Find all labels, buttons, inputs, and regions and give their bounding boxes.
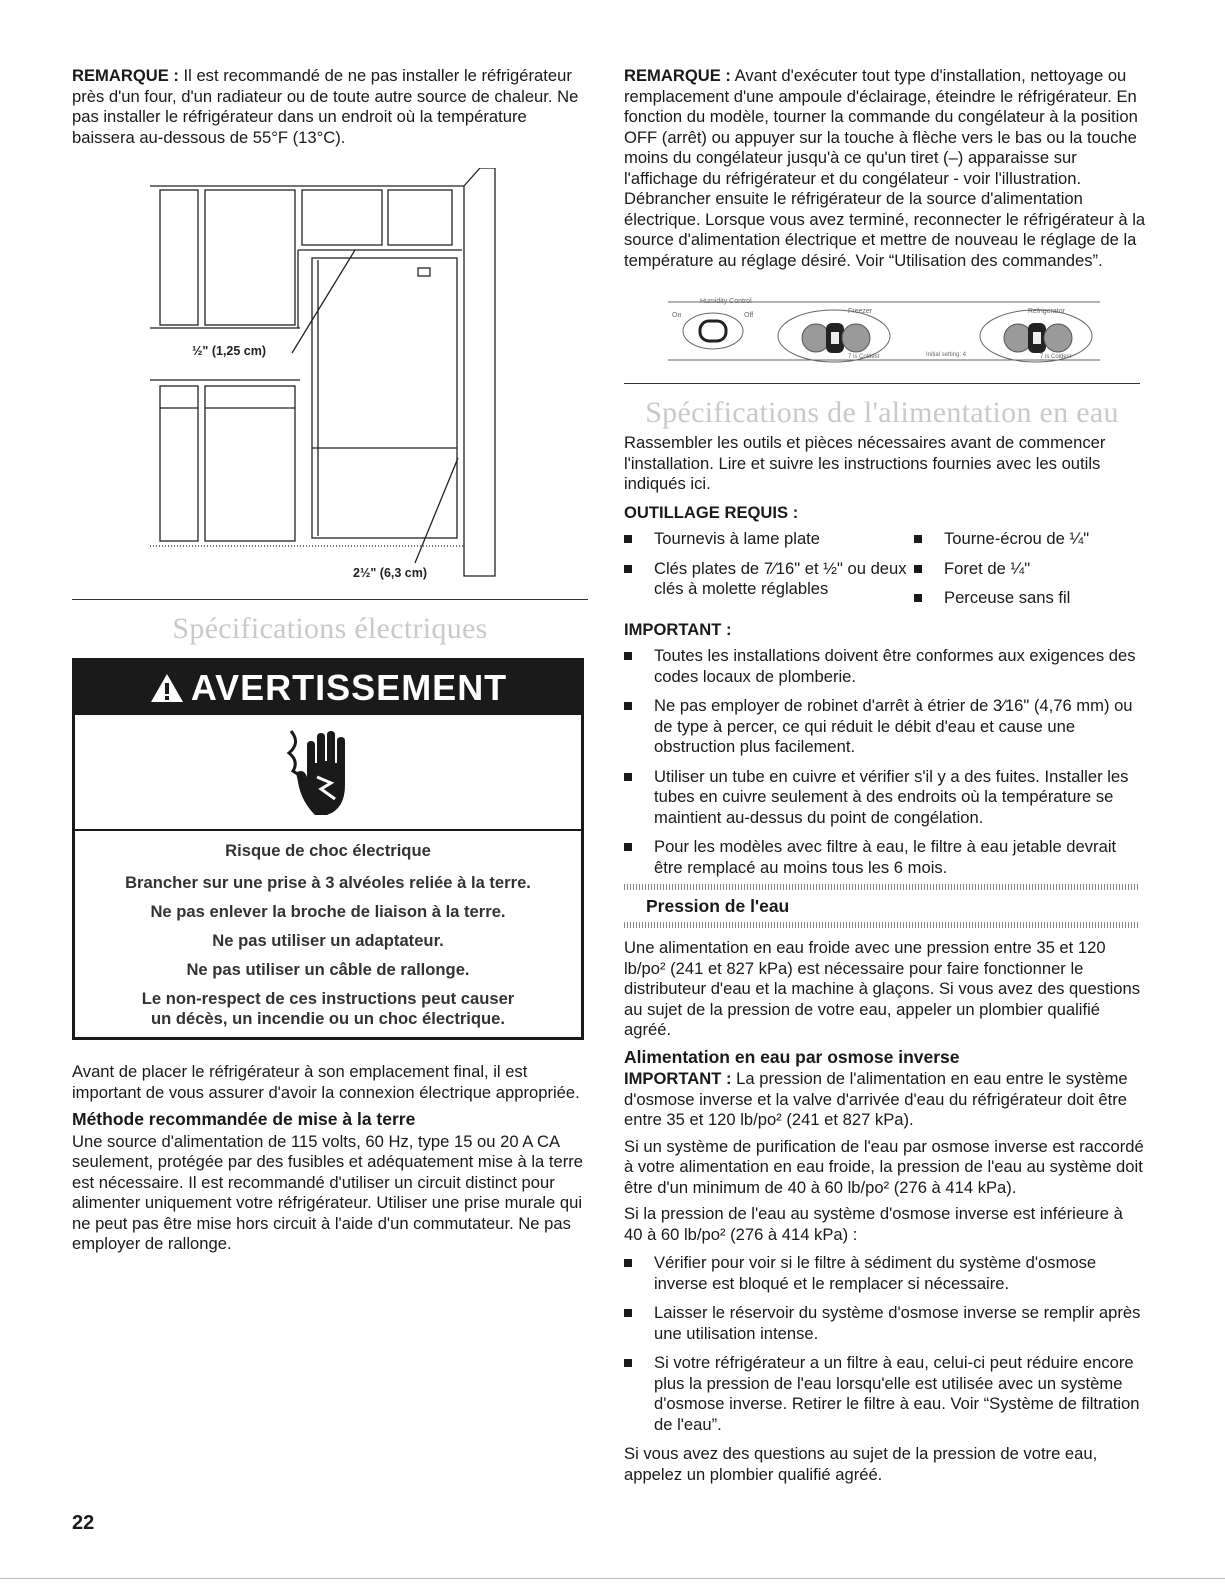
- pressure-top-hatch: [624, 884, 1140, 890]
- humidity-off-label: Off: [744, 312, 754, 319]
- ro-item: Laisser le réservoir du système d'osmose inverse se remplir après une utilisation intense.: [624, 1303, 1144, 1344]
- clearance-bottom-label: 2½" (6,3 cm): [353, 566, 428, 580]
- upper-cabinet-left: [160, 190, 198, 325]
- electrical-specs-title: Spécifications électriques: [172, 612, 488, 645]
- upper-cabinet-above-fridge-2: [388, 190, 452, 245]
- page-bottom-rule: [0, 1578, 1225, 1579]
- electric-shock-hand-icon: [285, 727, 365, 819]
- important-item: Toutes les installations doivent être conformes aux exigences des codes locaux de plomberie.: [624, 646, 1144, 687]
- ro-important-paragraph: [624, 1069, 1144, 1131]
- tool-item: Foret de ¼": [914, 559, 1134, 580]
- control-panel-illustration: [668, 296, 1100, 368]
- important-item: Ne pas employer de robinet d'arrêt à étrier de 3⁄16" (4,76 mm) ou de type à percer, ce qui réduit le débit d'eau et cause une obstruction plus facilement.: [624, 696, 1144, 758]
- right-column: [624, 66, 1148, 271]
- left-section-rule: [72, 599, 588, 600]
- tool-item: Clés plates de 7⁄16" et ½" ou deux clés à molette réglables: [624, 559, 914, 600]
- left-lower-text: [72, 1062, 584, 1255]
- grounding-method-title: Méthode recommandée de mise à la terre: [72, 1109, 416, 1129]
- refrigerator-clearance-diagram: [150, 168, 510, 588]
- water-pressure-section: [624, 938, 1144, 1485]
- warning-line-4: Ne pas utiliser un adaptateur.: [212, 931, 444, 950]
- water-supply-specs-title: Spécifications de l'alimentation en eau: [645, 396, 1119, 429]
- right-note-label: REMARQUE :: [624, 66, 731, 85]
- lower-cabinet-left: [160, 386, 198, 541]
- refrigerator-coldest-label: 7 is Coldest: [1040, 354, 1072, 360]
- warning-title: AVERTISSEMENT: [190, 667, 508, 708]
- warning-line-2: Brancher sur une prise à 3 alvéoles reliée à la terre.: [125, 873, 531, 892]
- water-pressure-text: Une alimentation en eau froide avec une pression entre 35 et 120 lb/po² (241 et 827 kPa) est nécessaire pour faire fonctionner le distributeur d'eau et la machine à glaçons. Si vous avez des questions au sujet de la pression de votre eau, appeler un plombier qualifié agréé.: [624, 938, 1141, 1039]
- lower-cabinet-right: [205, 386, 295, 541]
- warning-line-5: Ne pas utiliser un câble de rallonge.: [186, 960, 470, 979]
- control-panel-drawing: [668, 296, 1100, 368]
- pressure-bottom-hatch: [624, 922, 1140, 928]
- warning-triangle-icon: [149, 672, 185, 704]
- warning-line-3: Ne pas enlever la broche de liaison à la terre.: [150, 902, 506, 921]
- right-section-rule: [624, 383, 1140, 384]
- warning-header: [75, 661, 581, 715]
- important-item: Utiliser un tube en cuivre et vérifier s'il y a des fuites. Installer les tubes en cuivre seulement à des endroits où la température se maintient au-dessus du point de congélation.: [624, 767, 1144, 829]
- important-title: IMPORTANT :: [624, 619, 732, 639]
- note-text: Il est recommandé de ne pas installer le réfrigérateur près d'un four, d'un radiateur ou de toute autre source de chaleur. Ne pas installer le réfrigérateur dans un endroit où la température baissera au-dessous de 55°F (13°C).: [72, 66, 579, 147]
- tool-item: Tourne-écrou de ¼": [914, 529, 1134, 550]
- left-column: [72, 66, 592, 148]
- tools-list-right: [914, 529, 1134, 618]
- warning-box: [72, 658, 584, 1040]
- tool-item: Tournevis à lame plate: [624, 529, 914, 550]
- refrigerator-body: [312, 258, 457, 538]
- ro-important-text: La pression de l'alimentation en eau entre le système d'osmose inverse et la valve d'arrivée d'eau du réfrigérateur doit être entre 35 et 120 lb/po² (241 et 827 kPa).: [624, 1069, 1128, 1129]
- ro-paragraph-3: Si la pression de l'eau au système d'osmose inverse est inférieure à 40 à 60 lb/po² (276 à 414 kPa) :: [624, 1204, 1123, 1244]
- ro-paragraph-2: Si un système de purification de l'eau par osmose inverse est raccordé à votre alimentation en eau froide, la pression de l'eau au système doit être d'un minimum de 40 à 60 lb/po² (276 à 414 kPa).: [624, 1136, 1144, 1197]
- side-panel: [464, 168, 495, 576]
- ro-list: [624, 1253, 1144, 1435]
- warning-body: [75, 831, 581, 1029]
- reverse-osmosis-title: Alimentation en eau par osmose inverse: [624, 1046, 960, 1067]
- important-item: Pour les modèles avec filtre à eau, le filtre à eau jetable devrait être remplacé au moins tous les 6 mois.: [624, 837, 1144, 878]
- ro-important-label: IMPORTANT :: [624, 1069, 732, 1088]
- installation-note: [72, 66, 592, 148]
- water-supply-intro: Rassembler les outils et pièces nécessaires avant de commencer l'installation. Lire et suivre les instructions fournies avec les outils indiqués ici.: [624, 433, 1106, 493]
- initial-setting-label: Initial setting: 4: [926, 352, 967, 358]
- page-number: 22: [72, 1512, 95, 1534]
- ro-item: Vérifier pour voir si le filtre à sédiment du système d'osmose inverse est bloqué et le remplacer si nécessaire.: [624, 1253, 1144, 1294]
- warning-icon-area: [75, 715, 581, 831]
- important-list: [624, 646, 1144, 878]
- freezer-coldest-label: 7 is Coldest: [848, 354, 880, 360]
- humidity-control-label: Humidity Control: [700, 298, 752, 305]
- ro-closing: Si vous avez des questions au sujet de la pression de votre eau, appelez un plombier qualifié agréé.: [624, 1444, 1098, 1484]
- connection-paragraph: Avant de placer le réfrigérateur à son emplacement final, il est important de vous assurer d'avoir la connexion électrique appropriée.: [72, 1062, 580, 1102]
- upper-cabinet-above-fridge-1: [302, 190, 382, 245]
- tool-item: Perceuse sans fil: [914, 588, 1134, 609]
- water-supply-section: [624, 433, 1144, 887]
- power-off-note: [624, 66, 1148, 271]
- ro-item: Si votre réfrigérateur a un filtre à eau, celui-ci peut réduire encore plus la pression de l'eau lorsqu'elle est utilisée avec un système d'osmose inverse. Retirer le filtre à eau. Voir “Système de filtration de l'eau”.: [624, 1353, 1144, 1435]
- warning-line-7: un décès, un incendie ou un choc électrique.: [150, 1009, 506, 1028]
- tools-list: [624, 529, 1144, 618]
- refrigerator-label: Refrigerator: [1028, 308, 1065, 315]
- right-note-text: Avant d'exécuter tout type d'installation, nettoyage ou remplacement d'une ampoule d'éclairage, éteindre le réfrigérateur. En fonction du modèle, tourner la commande du congélateur à la position OFF (arrêt) ou appuyer sur la touche à flèche vers le bas ou la touche moins du congélateur jusqu'à ce qu'un tiret (–) apparaisse sur l'affichage du réfrigérateur et du congélateur - voir l'illustration. Débrancher ensuite le réfrigérateur de la source d'alimentation électrique. Lorsque vous avez terminé, reconnecter le réfrigérateur à la source d'alimentation électrique et mettre de nouveau le réglage de la température au réglage désiré. Voir “Utilisation des commandes”.: [624, 66, 1146, 270]
- freezer-label: Freezer: [848, 308, 873, 315]
- warning-line-1: Risque de choc électrique: [225, 841, 431, 860]
- note-label: REMARQUE :: [72, 66, 179, 85]
- warning-line-6: Le non-respect de ces instructions peut causer: [141, 989, 515, 1008]
- humidity-on-label: On: [672, 312, 682, 319]
- clearance-top-label: ½" (1,25 cm): [192, 344, 267, 358]
- grounding-method-text: Une source d'alimentation de 115 volts, 60 Hz, type 15 ou 20 A CA seulement, protégée par des fusibles et adéquatement mise à la terre est nécessaire. Il est recommandé d'utiliser un circuit distinct pour alimenter uniquement votre réfrigérateur. Utiliser une prise murale qui ne peut pas être mise hors circuit à l'aide d'un commutateur. Ne pas employer de rallonge.: [72, 1131, 584, 1253]
- tools-title: OUTILLAGE REQUIS :: [624, 502, 799, 522]
- upper-cabinet-middle: [205, 190, 295, 325]
- water-pressure-title: Pression de l'eau: [646, 896, 790, 916]
- tools-list-left: [624, 529, 914, 618]
